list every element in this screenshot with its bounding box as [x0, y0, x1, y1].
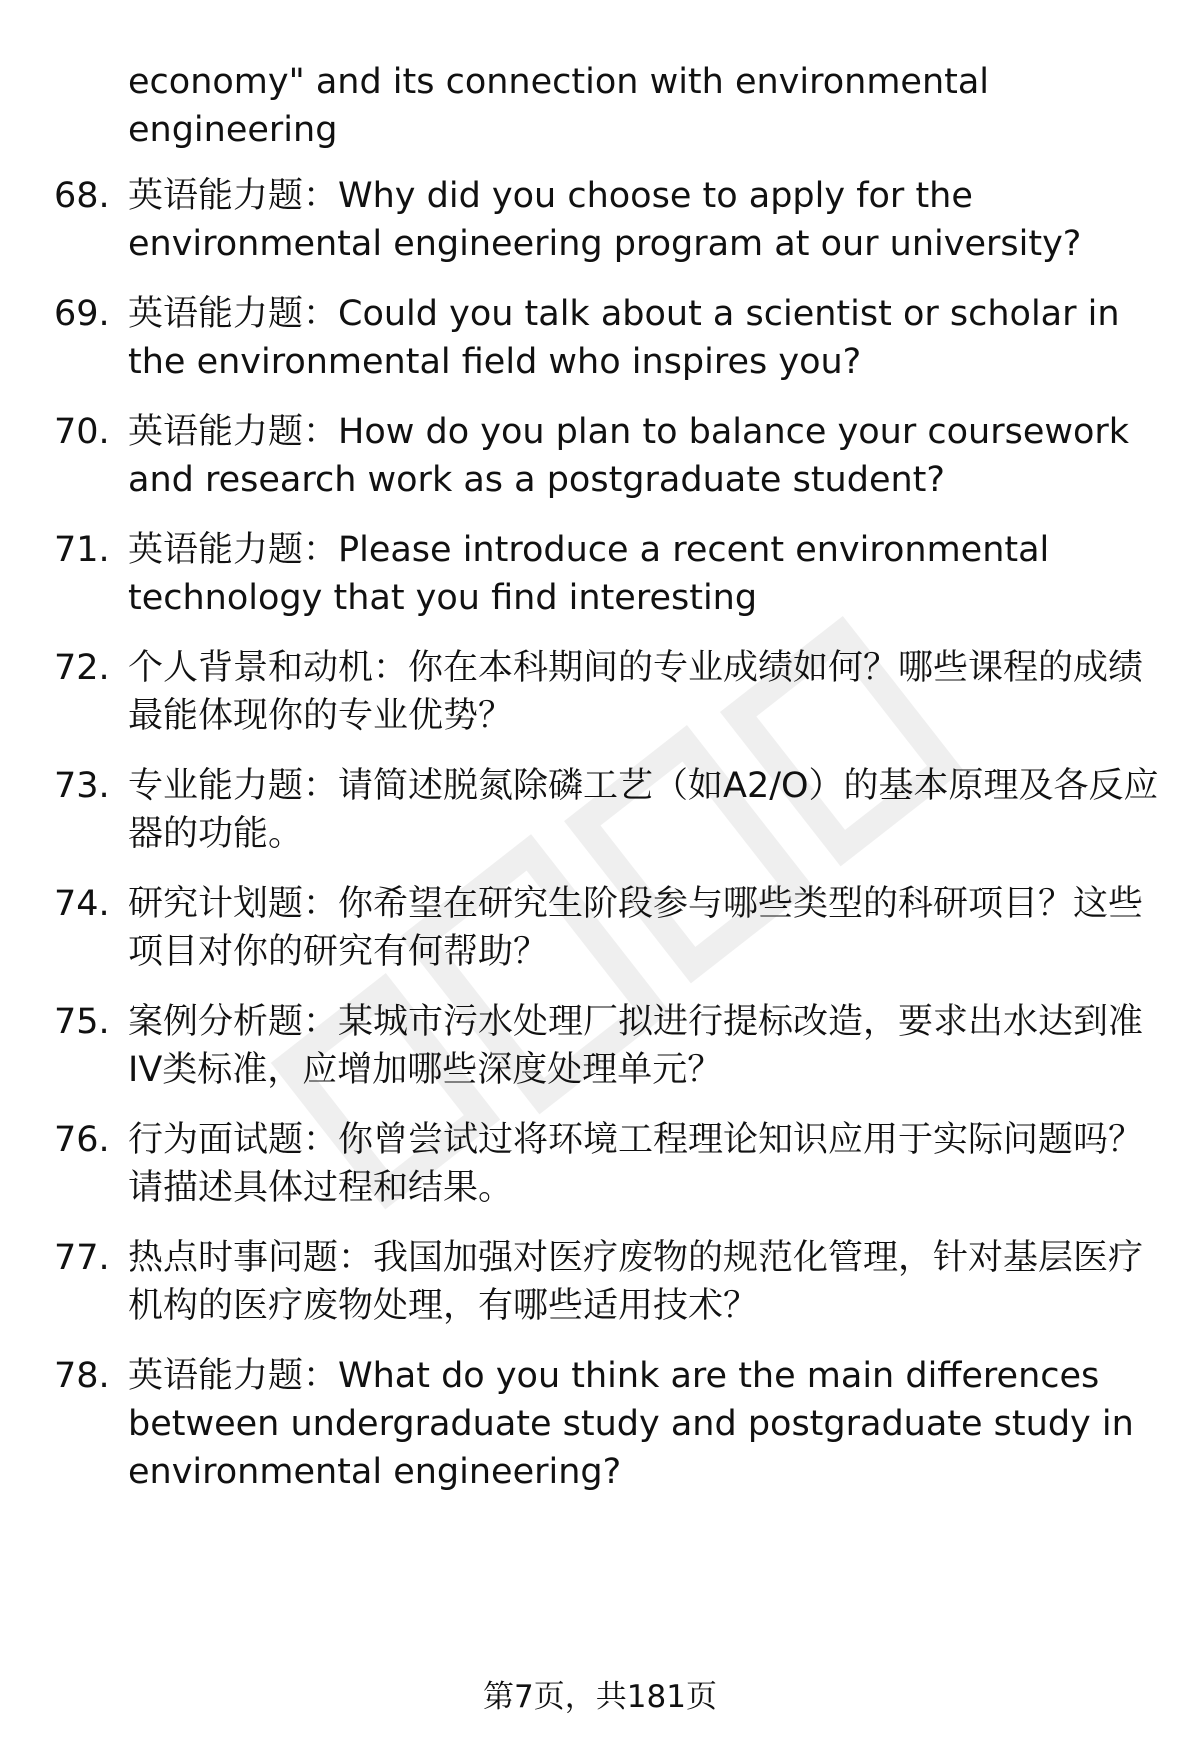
question-text: 英语能力题：Why did you choose to apply for the environmental engineering program at our university?: [128, 176, 1082, 264]
question-text: 个人背景和动机：你在本科期间的专业成绩如何？哪些课程的成绩最能体现你的专业优势？: [128, 648, 1144, 736]
question-number: 68.: [54, 176, 110, 216]
question-text: 英语能力题：Could you talk about a scientist or scholar in the environmental field who inspires you?: [128, 294, 1120, 382]
question-text: 英语能力题：How do you plan to balance your coursework and research work as a postgraduate student?: [128, 412, 1130, 500]
question-number: 76.: [54, 1120, 110, 1160]
question-text: 英语能力题：Please introduce a recent environmental technology that you find interesting: [128, 530, 1050, 618]
continuation-text: economy" and its connection with environmental engineering: [128, 62, 990, 150]
question-text: 专业能力题：请简述脱氮除磷工艺（如A2/O）的基本原理及各反应器的功能。: [128, 766, 1159, 854]
question-number: 74.: [54, 884, 110, 924]
question-number: 71.: [54, 530, 110, 570]
question-text: 案例分析题：某城市污水处理厂拟进行提标改造，要求出水达到准IV类标准，应增加哪些深度处理单元？: [128, 1002, 1144, 1090]
question-number: 78.: [54, 1356, 110, 1396]
question-number: 72.: [54, 648, 110, 688]
question-number: 69.: [54, 294, 110, 334]
question-text: 行为面试题：你曾尝试过将环境工程理论知识应用于实际问题吗？请描述具体过程和结果。: [128, 1120, 1144, 1208]
question-number: 73.: [54, 766, 110, 806]
question-number: 70.: [54, 412, 110, 452]
question-number: 75.: [54, 1002, 110, 1042]
question-text: 英语能力题：What do you think are the main differences between undergraduate study and postgraduate study in environmental engineering?: [128, 1356, 1134, 1492]
page-footer: 第7页，共181页: [483, 1679, 717, 1715]
question-number: 77.: [54, 1238, 110, 1278]
question-text: 热点时事问题：我国加强对医疗废物的规范化管理，针对基层医疗机构的医疗废物处理，有哪些适用技术？: [128, 1238, 1144, 1326]
question-text: 研究计划题：你希望在研究生阶段参与哪些类型的科研项目？这些项目对你的研究有何帮助？: [128, 884, 1144, 972]
